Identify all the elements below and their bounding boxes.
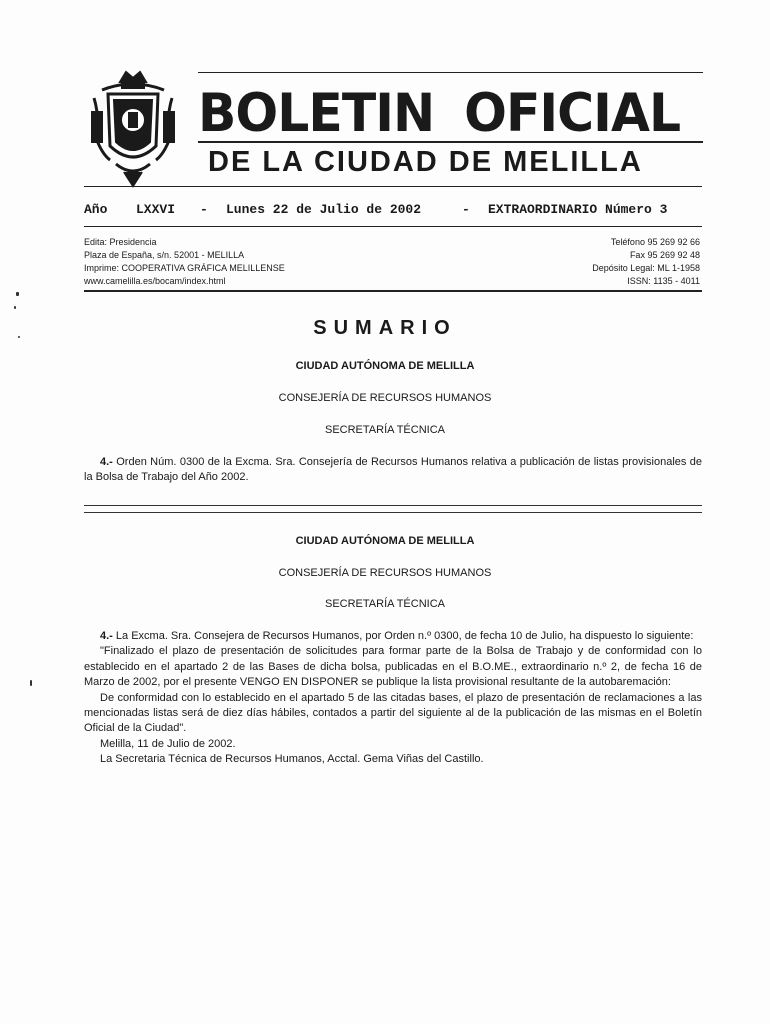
sumario-item-text: Orden Núm. 0300 de la Excma. Sra. Consejería de Recursos Humanos relativa a publicación de listas provisionales de la Bolsa de Trabajo del Año 2002.	[84, 456, 702, 484]
website-line: www.camelilla.es/bocam/index.html	[84, 276, 226, 286]
header-top-rule	[198, 72, 703, 73]
dateline	[84, 202, 702, 220]
scan-speck	[16, 292, 19, 296]
order-place-date: Melilla, 11 de Julio de 2002.	[100, 737, 236, 750]
order-item-number: 4.-	[100, 630, 113, 642]
issn-line: ISSN: 1135 - 4011	[627, 276, 700, 286]
body-section: SECRETARÍA TÉCNICA	[324, 598, 445, 610]
phone-line: Teléfono 95 269 92 66	[610, 237, 700, 247]
order-signature: La Secretaria Técnica de Recursos Humanos, Acctal. Gema Viñas del Castillo.	[100, 753, 484, 766]
sumario-heading: SUMARIO	[313, 317, 457, 339]
fax-line: Fax 95 269 92 48	[629, 250, 700, 260]
info-rule	[84, 290, 702, 292]
bulletin-title: BOLETIN OFICIAL	[198, 83, 681, 144]
body-department: CONSEJERÍA DE RECURSOS HUMANOS	[278, 567, 492, 579]
issue-date: Lunes 22 de Julio de 2002	[226, 202, 422, 217]
dateline-separator: -	[462, 202, 470, 217]
publisher-line: Edita: Presidencia	[84, 237, 157, 247]
address-line: Plaza de España, s/n. 52001 - MELILLA	[84, 250, 245, 260]
year-value: LXXVI	[136, 202, 176, 217]
edition-label: EXTRAORDINARIO Número 3	[488, 202, 668, 217]
order-intro: La Excma. Sra. Consejera de Recursos Humanos, por Orden n.º 0300, de fecha 10 de Julio, ha dispuesto lo siguiente:	[115, 630, 694, 642]
publisher-info	[84, 236, 285, 288]
scan-speck	[30, 680, 32, 686]
dateline-rule	[84, 226, 702, 227]
sumario-section: SECRETARÍA TÉCNICA	[324, 424, 445, 436]
scan-speck	[18, 336, 20, 338]
order-quote: "Finalizado el plazo de presentación de solicitudes para formar parte de la Bolsa de Trabajo y de conformidad con lo establecido en el apartado 2 de las Bases de dicha bolsa, publicadas en el B.O.ME., extraordinario n.º 2, de fecha 16 de Marzo de 2002, por el presente VENGO EN DISPONER se publique la lista provisional resultante de la autobaremación:	[84, 645, 702, 689]
order-text	[84, 629, 702, 768]
body-authority: CIUDAD AUTÓNOMA DE MELILLA	[295, 535, 475, 547]
header-bottom-rule	[84, 186, 702, 187]
year-label: Año	[84, 202, 108, 217]
legal-deposit-line: Depósito Legal: ML 1-1958	[592, 263, 700, 273]
contact-info	[592, 236, 700, 288]
bulletin-subtitle: DE LA CIUDAD DE MELILLA	[208, 146, 643, 178]
printer-line: Imprime: COOPERATIVA GRÁFICA MELILLENSE	[84, 263, 285, 273]
dateline-separator: -	[200, 202, 208, 217]
scan-speck	[14, 306, 16, 309]
sumario-authority: CIUDAD AUTÓNOMA DE MELILLA	[295, 360, 475, 372]
sumario-item-number: 4.-	[100, 456, 113, 468]
order-conformity: De conformidad con lo establecido en el apartado 5 de las citadas bases, el plazo de presentación de reclamaciones a las mencionadas listas será de diez días hábiles, contados a partir del siguiente al de la publicación de las mismas en el Boletín Oficial de la Ciudad".	[84, 691, 702, 735]
sumario-item	[84, 455, 702, 486]
coat-of-arms-icon	[90, 68, 176, 188]
section-divider	[84, 505, 702, 513]
sumario-department: CONSEJERÍA DE RECURSOS HUMANOS	[278, 392, 492, 404]
